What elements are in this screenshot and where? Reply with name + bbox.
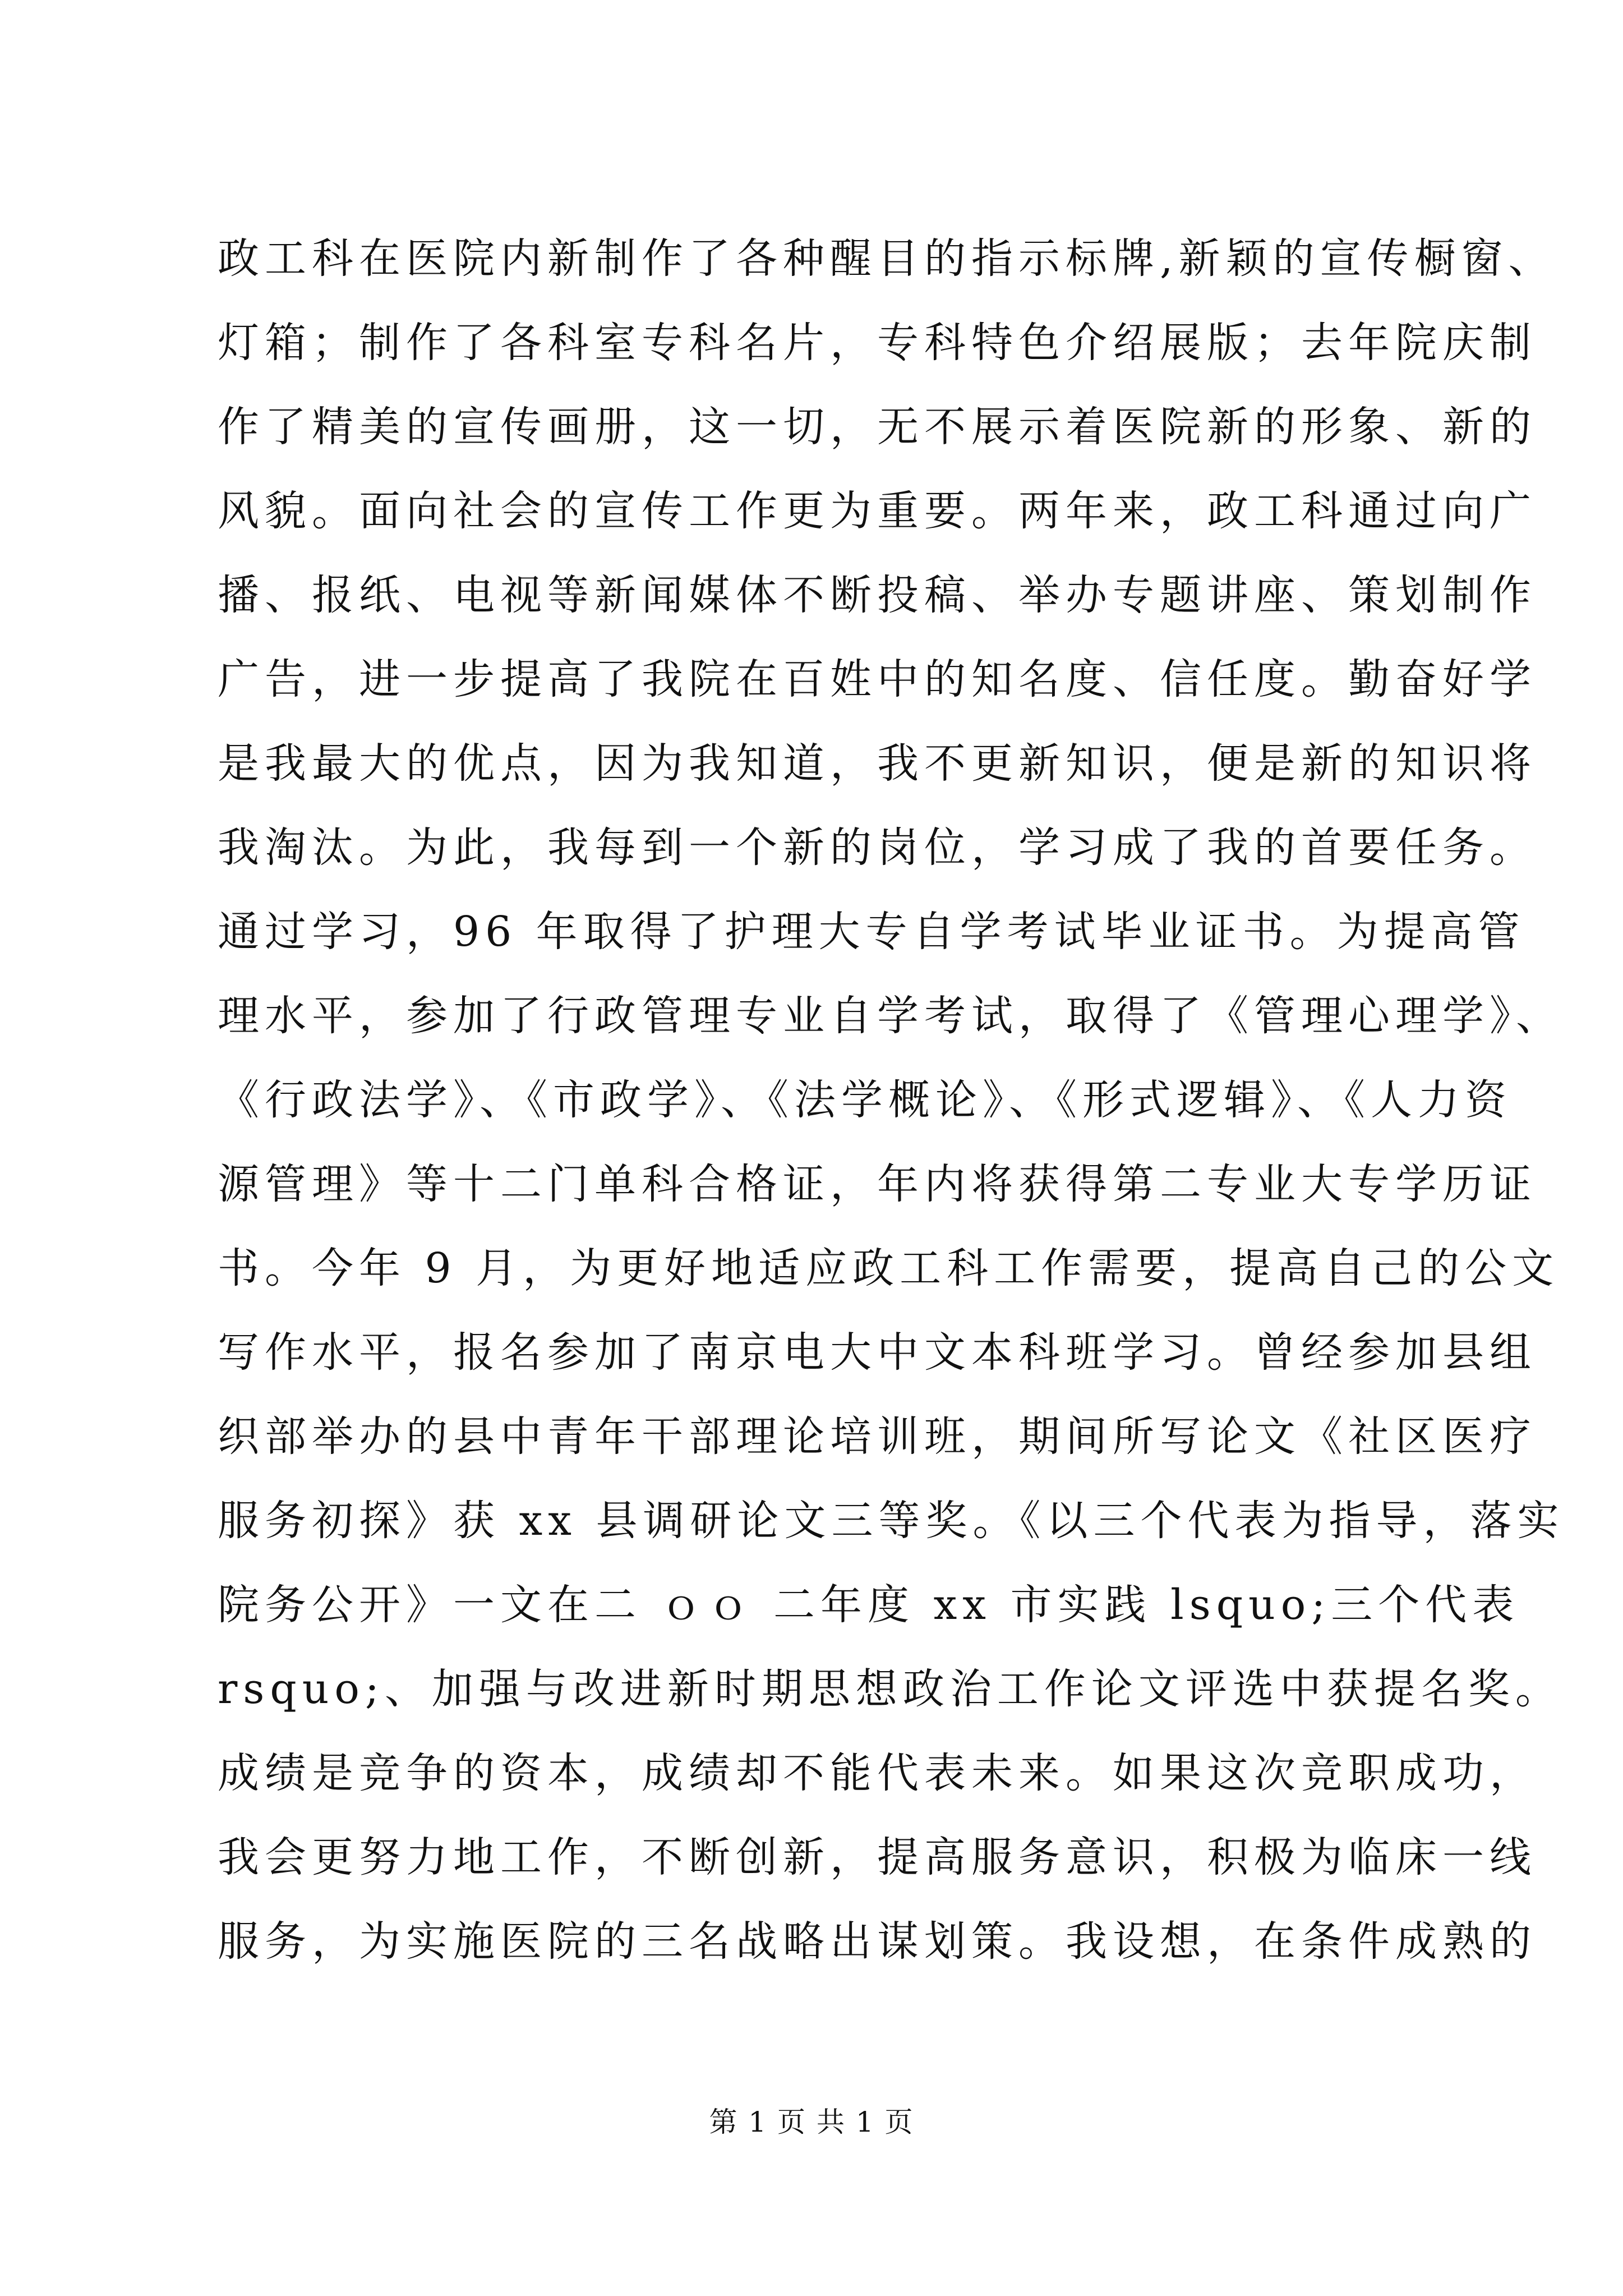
text-line: 灯箱；制作了各科室专科名片，专科特色介绍展版；去年院庆制 xyxy=(218,319,1537,367)
text-line: 源管理》等十二门单科合格证，年内将获得第二专业大专学历证 xyxy=(218,1160,1537,1208)
text-line: 我会更努力地工作，不断创新，提高服务意识，积极为临床一线 xyxy=(218,1833,1537,1881)
text-line: 政工科在医院内新制作了各种醒目的指示标牌,新颖的宣传橱窗、 xyxy=(218,234,1556,283)
text-line: 写作水平，报名参加了南京电大中文本科班学习。曾经参加县组 xyxy=(218,1328,1537,1377)
text-line: 通过学习，96 年取得了护理大专自学考试毕业证书。为提高管 xyxy=(218,908,1525,956)
page-footer: 第 1 页 共 1 页 xyxy=(709,2106,914,2138)
text-line: 服务，为实施医院的三名战略出谋划策。我设想，在条件成熟的 xyxy=(218,1917,1537,1966)
text-line: rsquo;、加强与改进新时期思想政治工作论文评选中获提名奖。 xyxy=(218,1665,1562,1713)
body-text xyxy=(218,217,1565,1984)
text-line: 织部举办的县中青年干部理论培训班，期间所写论文《社区医疗 xyxy=(218,1412,1537,1461)
text-line: 院务公开》一文在二 ｏｏ 二年度 xx 市实践 lsquo;三个代表 xyxy=(218,1581,1520,1629)
text-line: 是我最大的优点，因为我知道，我不更新知识，便是新的知识将 xyxy=(218,739,1537,788)
text-line: 我淘汰。为此，我每到一个新的岗位，学习成了我的首要任务。 xyxy=(218,823,1537,872)
text-line: 《行政法学》、《市政学》、《法学概论》、《形式逻辑》、《人力资 xyxy=(218,1076,1512,1124)
text-line: 书。今年 9 月，为更好地适应政工科工作需要，提高自己的公文 xyxy=(218,1244,1560,1292)
text-line: 作了精美的宣传画册，这一切，无不展示着医院新的形象、新的 xyxy=(218,403,1537,451)
text-line: 成绩是竞争的资本，成绩却不能代表未来。如果这次竞职成功， xyxy=(218,1749,1537,1797)
text-line: 广告，进一步提高了我院在百姓中的知名度、信任度。勤奋好学 xyxy=(218,655,1537,703)
text-line: 播、报纸、电视等新闻媒体不断投稿、举办专题讲座、策划制作 xyxy=(218,571,1537,619)
text-line: 风貌。面向社会的宣传工作更为重要。两年来，政工科通过向广 xyxy=(218,487,1537,535)
text-line: 服务初探》获 xx 县调研论文三等奖。《以三个代表为指导，落实 xyxy=(218,1497,1565,1545)
text-line: 理水平，参加了行政管理专业自学考试，取得了《管理心理学》、 xyxy=(218,992,1563,1040)
